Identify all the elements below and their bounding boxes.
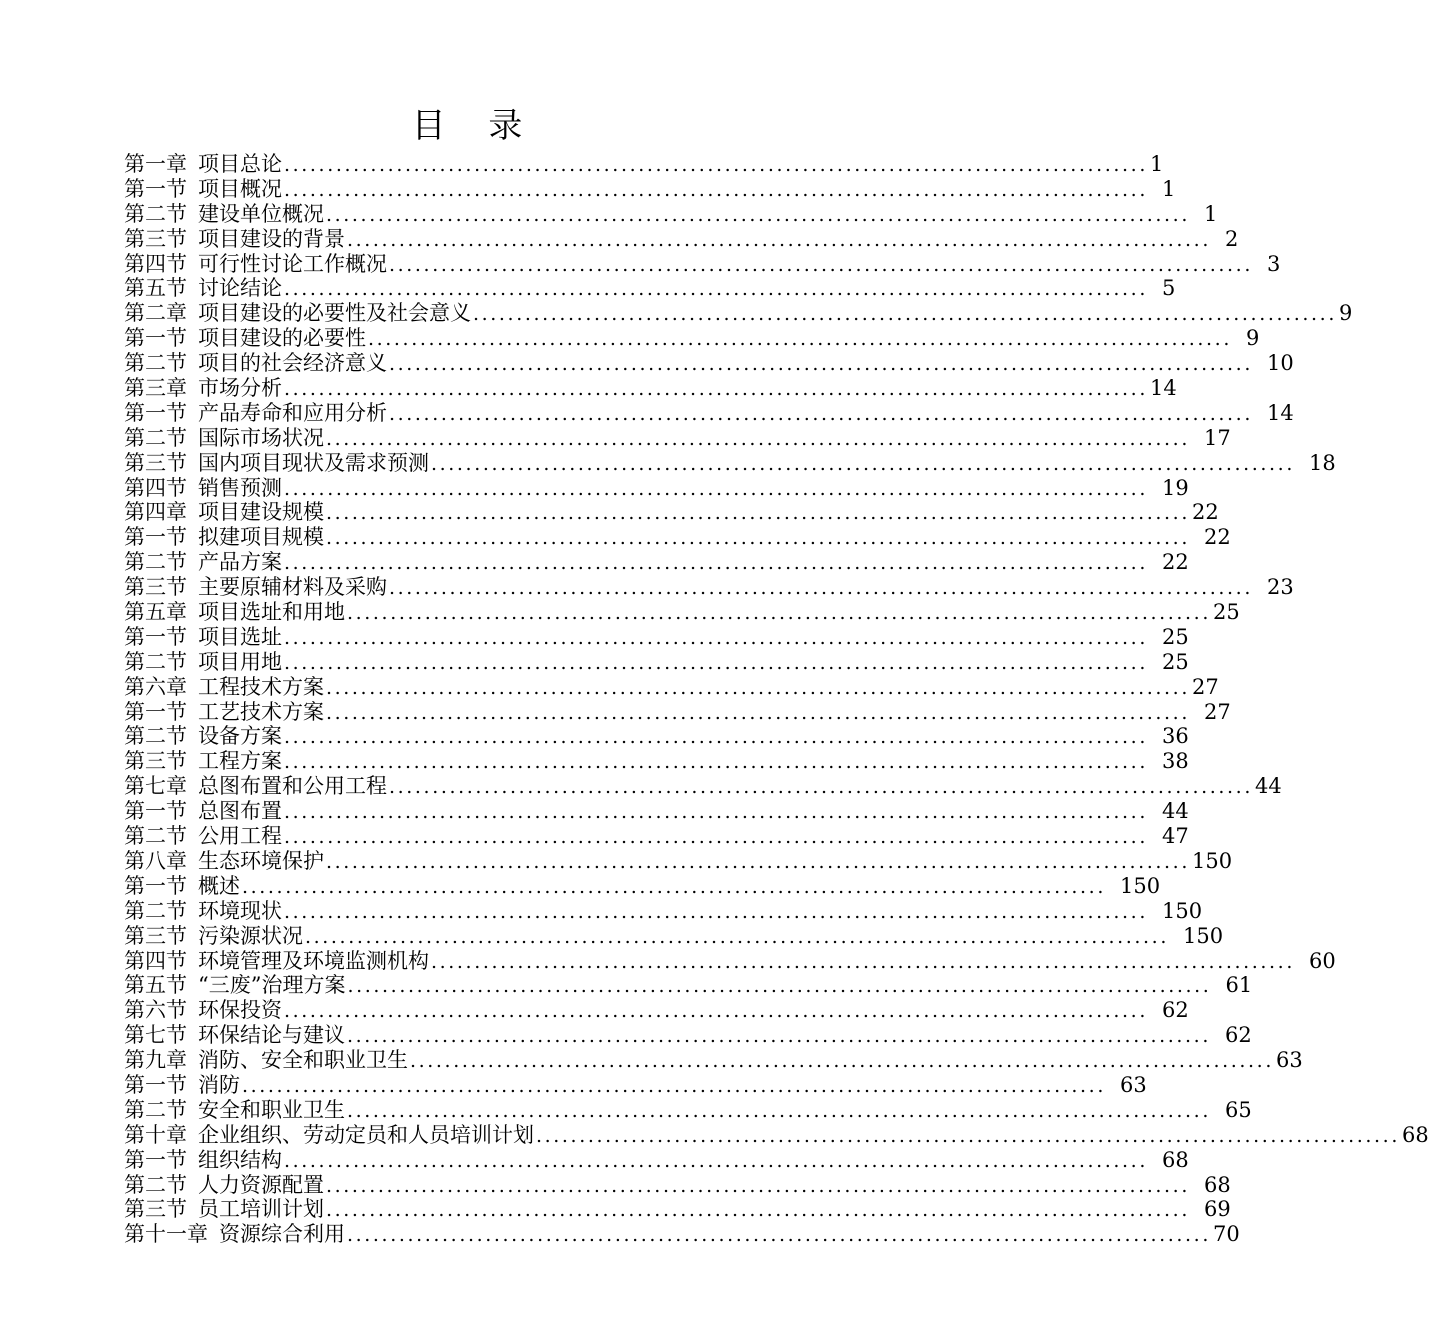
dot-leader — [326, 427, 1190, 452]
toc-entry-number: 第九章 — [124, 1048, 187, 1073]
dot-leader — [326, 526, 1190, 551]
toc-entry-title: 产品方案 — [198, 550, 282, 575]
toc-page-number: 68 — [1203, 1172, 1231, 1197]
toc-entry-title: 环保结论与建议 — [198, 1023, 345, 1048]
dot-leader — [284, 477, 1148, 502]
toc-entry-title: 组织结构 — [198, 1147, 282, 1172]
toc-page-number: 63 — [1119, 1072, 1147, 1097]
toc-entry-title: 项目选址和用地 — [198, 600, 345, 625]
dot-leader — [326, 701, 1190, 726]
toc-entry-title: 项目总论 — [198, 152, 282, 176]
dot-leader — [326, 676, 1190, 701]
toc-page-number: 19 — [1161, 475, 1189, 500]
toc-entry-title: 员工培训计划 — [198, 1197, 324, 1222]
toc-entry-title: 安全和职业卫生 — [198, 1097, 345, 1122]
page-title: 目 录 — [411, 106, 539, 146]
toc-entry-number: 第二节 — [124, 1172, 187, 1197]
dot-leader — [284, 277, 1148, 302]
toc-entry-number: 第一节 — [124, 176, 187, 201]
toc-entry-title: “三废”治理方案 — [198, 973, 346, 998]
toc-page-number: 38 — [1161, 749, 1189, 774]
toc-page-number: 14 — [1149, 376, 1177, 401]
dot-leader — [347, 974, 1211, 999]
toc-entry-title: 污染源状况 — [198, 923, 303, 948]
dot-leader — [347, 1099, 1211, 1124]
dot-leader — [389, 775, 1253, 800]
toc-entry-title: 建设单位概况 — [198, 201, 324, 226]
toc-section-row[interactable] — [124, 201, 1218, 227]
toc-entry-number: 第三节 — [124, 923, 187, 948]
toc-entry-number: 第二节 — [124, 649, 187, 674]
toc-entry-number: 第二章 — [124, 301, 187, 326]
toc-entry-number: 第十章 — [124, 1122, 187, 1147]
toc-page-number: 150 — [1191, 848, 1233, 873]
dot-leader — [284, 825, 1148, 850]
toc-chapter-row[interactable] — [124, 848, 1233, 874]
dot-leader — [326, 850, 1190, 875]
toc-entry-number: 第二节 — [124, 425, 187, 450]
toc-section-row[interactable] — [124, 699, 1231, 725]
dot-leader — [389, 352, 1253, 377]
toc-page-number: 25 — [1161, 649, 1189, 674]
toc-entry-number: 第三节 — [124, 575, 187, 600]
toc-page-number: 65 — [1224, 1097, 1252, 1122]
dot-leader — [389, 402, 1253, 427]
dot-leader — [368, 327, 1232, 352]
toc-section-row[interactable] — [124, 425, 1231, 451]
dot-leader — [410, 1049, 1274, 1074]
dot-leader — [305, 925, 1169, 950]
toc-chapter-row[interactable] — [124, 500, 1219, 525]
toc-entry-title: 概述 — [198, 873, 240, 898]
toc-chapter-row[interactable] — [124, 1122, 1429, 1148]
toc-section-row[interactable] — [124, 873, 1161, 899]
toc-section-row[interactable] — [124, 998, 1189, 1023]
dot-leader — [284, 651, 1148, 676]
toc-entry-number: 第三章 — [124, 376, 187, 401]
toc-section-row[interactable] — [124, 326, 1260, 351]
toc-section-row[interactable] — [124, 1097, 1252, 1123]
toc-entry-title: 项目建设的必要性及社会意义 — [198, 301, 471, 326]
dot-leader — [326, 1198, 1190, 1223]
toc-section-row[interactable] — [124, 724, 1189, 749]
toc-section-row[interactable] — [124, 450, 1336, 476]
dot-leader — [284, 900, 1148, 925]
toc-section-row[interactable] — [124, 226, 1239, 252]
toc-entry-title: 国内项目现状及需求预测 — [198, 450, 429, 475]
toc-section-row[interactable] — [124, 251, 1281, 277]
toc-entry-title: 环保投资 — [198, 998, 282, 1023]
toc-entry-title: 环境现状 — [198, 898, 282, 923]
toc-chapter-row[interactable] — [124, 376, 1177, 401]
toc-entry-number: 第一节 — [124, 525, 187, 550]
toc-entry-number: 第四节 — [124, 475, 187, 500]
toc-page-number: 22 — [1191, 500, 1219, 525]
toc-page-number: 14 — [1266, 400, 1294, 425]
dot-leader — [284, 1149, 1148, 1174]
toc-section-row[interactable] — [124, 749, 1189, 774]
toc-page-number: 2 — [1224, 226, 1239, 251]
toc-entry-title: 国际市场状况 — [198, 425, 324, 450]
toc-entry-title: 产品寿命和应用分析 — [198, 400, 387, 425]
dot-leader — [347, 1223, 1211, 1248]
dot-leader — [473, 302, 1337, 327]
toc-entry-number: 第六节 — [124, 998, 187, 1023]
toc-entry-number: 第十一章 — [124, 1222, 208, 1247]
dot-leader — [536, 1124, 1400, 1149]
toc-entry-title: 消防、安全和职业卫生 — [198, 1048, 408, 1073]
toc-page-number: 70 — [1212, 1222, 1240, 1247]
toc-page-number: 150 — [1119, 873, 1161, 898]
dot-leader — [284, 178, 1148, 203]
dot-leader — [284, 999, 1148, 1024]
toc-section-row[interactable] — [124, 351, 1294, 376]
toc-entry-number: 第五节 — [124, 276, 187, 301]
dot-leader — [284, 800, 1148, 825]
toc-page-number: 25 — [1212, 600, 1240, 625]
toc-chapter-row[interactable] — [124, 774, 1282, 799]
toc-section-row[interactable] — [124, 525, 1231, 550]
toc-page-number: 150 — [1182, 923, 1224, 948]
toc-section-row[interactable] — [124, 1072, 1147, 1098]
dot-leader — [242, 1074, 1106, 1099]
toc-page-number: 5 — [1161, 276, 1176, 301]
toc-page-number: 10 — [1266, 351, 1294, 376]
toc-page-number: 1 — [1203, 201, 1218, 226]
toc-entry-title: 项目建设规模 — [198, 500, 324, 525]
toc-section-row[interactable] — [124, 1147, 1189, 1173]
toc-section-row[interactable] — [124, 649, 1189, 675]
toc-page-number: 1 — [1149, 152, 1164, 176]
toc-section-row[interactable] — [124, 276, 1176, 301]
dot-leader — [347, 228, 1211, 253]
dot-leader — [347, 1024, 1211, 1049]
toc-chapter-row[interactable] — [124, 301, 1353, 326]
toc-section-row[interactable] — [124, 1023, 1252, 1048]
toc-entry-title: 企业组织、劳动定员和人员培训计划 — [198, 1122, 534, 1147]
toc-section-row[interactable] — [124, 799, 1189, 824]
toc-entry-number: 第三节 — [124, 749, 187, 774]
toc-chapter-row[interactable] — [124, 1048, 1303, 1073]
toc-entry-title: 公用工程 — [198, 824, 282, 849]
toc-entry-title: 生态环境保护 — [198, 848, 324, 873]
toc-section-row[interactable] — [124, 400, 1294, 426]
toc-entry-number: 第二节 — [124, 898, 187, 923]
toc-entry-number: 第二节 — [124, 824, 187, 849]
dot-leader — [284, 750, 1148, 775]
toc-entry-number: 第五节 — [124, 973, 187, 998]
toc-page-number: 27 — [1191, 674, 1219, 699]
toc-page-number: 17 — [1203, 425, 1231, 450]
dot-leader — [284, 725, 1148, 750]
toc-section-row[interactable] — [124, 948, 1336, 974]
toc-entry-title: 项目选址 — [198, 624, 282, 649]
toc-entry-number: 第三节 — [124, 226, 187, 251]
dot-leader — [284, 377, 1148, 402]
toc-entry-number: 第一节 — [124, 624, 187, 649]
toc-entry-number: 第一节 — [124, 699, 187, 724]
toc-entry-title: 项目建设的背景 — [198, 226, 345, 251]
toc-entry-number: 第一章 — [124, 152, 187, 176]
toc-entry-number: 第七节 — [124, 1023, 187, 1048]
toc-entry-title: 项目的社会经济意义 — [198, 351, 387, 376]
toc-page-number: 18 — [1308, 450, 1336, 475]
toc-page-number: 150 — [1161, 898, 1203, 923]
toc-section-row[interactable] — [124, 1172, 1231, 1198]
toc-entry-number: 第五章 — [124, 600, 187, 625]
toc-entry-title: 销售预测 — [198, 475, 282, 500]
toc-entry-title: 工艺技术方案 — [198, 699, 324, 724]
dot-leader — [347, 601, 1211, 626]
toc-page-number: 44 — [1161, 799, 1189, 824]
toc-page-number: 62 — [1161, 998, 1189, 1023]
toc-entry-title: 主要原辅材料及采购 — [198, 575, 387, 600]
toc-entry-title: 设备方案 — [198, 724, 282, 749]
toc-entry-number: 第三节 — [124, 450, 187, 475]
toc-entry-number: 第二节 — [124, 351, 187, 376]
toc-page-number: 23 — [1266, 575, 1294, 600]
toc-section-row[interactable] — [124, 1197, 1231, 1222]
toc-entry-number: 第二节 — [124, 1097, 187, 1122]
toc-entry-title: 资源综合利用 — [219, 1222, 345, 1247]
toc-entry-number: 第一节 — [124, 1072, 187, 1097]
toc-chapter-row[interactable] — [124, 674, 1219, 700]
toc-entry-title: 总图布置 — [198, 799, 282, 824]
toc-section-row[interactable] — [124, 624, 1189, 650]
toc-entry-number: 第八章 — [124, 848, 187, 873]
toc-entry-title: 市场分析 — [198, 376, 282, 401]
toc-entry-number: 第四节 — [124, 251, 187, 276]
dot-leader — [326, 501, 1190, 526]
toc-section-row[interactable] — [124, 973, 1253, 998]
toc-entry-number: 第六章 — [124, 674, 187, 699]
dot-leader — [242, 875, 1106, 900]
toc-entry-number: 第一节 — [124, 799, 187, 824]
toc-section-row[interactable] — [124, 923, 1224, 949]
toc-page-number: 1 — [1161, 176, 1176, 201]
toc-page-number: 22 — [1203, 525, 1231, 550]
toc-page-number: 60 — [1308, 948, 1336, 973]
toc-entry-title: 项目用地 — [198, 649, 282, 674]
toc-entry-number: 第四节 — [124, 948, 187, 973]
toc-page-number: 44 — [1254, 774, 1282, 799]
toc-page-number: 63 — [1275, 1048, 1303, 1073]
dot-leader — [389, 253, 1253, 278]
toc-section-row[interactable] — [124, 824, 1189, 849]
toc-entry-number: 第一节 — [124, 400, 187, 425]
toc-entry-title: 环境管理及环境监测机构 — [198, 948, 429, 973]
dot-leader — [431, 950, 1295, 975]
toc-entry-number: 第一节 — [124, 1147, 187, 1172]
dot-leader — [284, 626, 1148, 651]
dot-leader — [284, 551, 1148, 576]
table-of-contents — [124, 152, 1429, 1247]
toc-page-number: 27 — [1203, 699, 1231, 724]
toc-section-row[interactable] — [124, 475, 1189, 501]
toc-page-number: 62 — [1224, 1023, 1252, 1048]
toc-entry-title: 可行性讨论工作概况 — [198, 251, 387, 276]
toc-chapter-row[interactable] — [124, 1222, 1240, 1247]
toc-section-row[interactable] — [124, 176, 1176, 202]
dot-leader — [326, 203, 1190, 228]
dot-leader — [431, 452, 1295, 477]
toc-entry-title: 拟建项目规模 — [198, 525, 324, 550]
toc-page-number: 68 — [1401, 1122, 1429, 1147]
toc-entry-title: 工程技术方案 — [198, 674, 324, 699]
toc-entry-title: 项目概况 — [198, 176, 282, 201]
toc-entry-title: 讨论结论 — [198, 276, 282, 301]
toc-page-number: 22 — [1161, 550, 1189, 575]
toc-section-row[interactable] — [124, 550, 1189, 575]
toc-entry-number: 第三节 — [124, 1197, 187, 1222]
toc-chapter-row[interactable] — [124, 600, 1240, 625]
dot-leader — [389, 576, 1253, 601]
toc-chapter-row[interactable] — [124, 152, 1164, 177]
toc-page-number: 47 — [1161, 824, 1189, 849]
toc-page-number: 68 — [1161, 1147, 1189, 1172]
toc-entry-number: 第二节 — [124, 550, 187, 575]
toc-page-number: 61 — [1225, 973, 1253, 998]
toc-page-number: 36 — [1161, 724, 1189, 749]
toc-entry-title: 总图布置和公用工程 — [198, 774, 387, 799]
toc-entry-title: 项目建设的必要性 — [198, 326, 366, 351]
toc-entry-title: 工程方案 — [198, 749, 282, 774]
toc-entry-number: 第一节 — [124, 873, 187, 898]
dot-leader — [284, 153, 1148, 178]
dot-leader — [326, 1174, 1190, 1199]
toc-page-number: 9 — [1338, 301, 1353, 326]
toc-page-number: 3 — [1266, 251, 1281, 276]
toc-entry-title: 人力资源配置 — [198, 1172, 324, 1197]
toc-entry-number: 第二节 — [124, 201, 187, 226]
toc-entry-number: 第七章 — [124, 774, 187, 799]
toc-section-row[interactable] — [124, 898, 1203, 924]
toc-entry-number: 第一节 — [124, 326, 187, 351]
toc-entry-title: 消防 — [198, 1072, 240, 1097]
toc-section-row[interactable] — [124, 575, 1294, 600]
toc-page-number: 9 — [1245, 326, 1260, 351]
toc-page-number: 69 — [1203, 1197, 1231, 1222]
toc-entry-number: 第二节 — [124, 724, 187, 749]
toc-entry-number: 第四章 — [124, 500, 187, 525]
toc-page-number: 25 — [1161, 624, 1189, 649]
